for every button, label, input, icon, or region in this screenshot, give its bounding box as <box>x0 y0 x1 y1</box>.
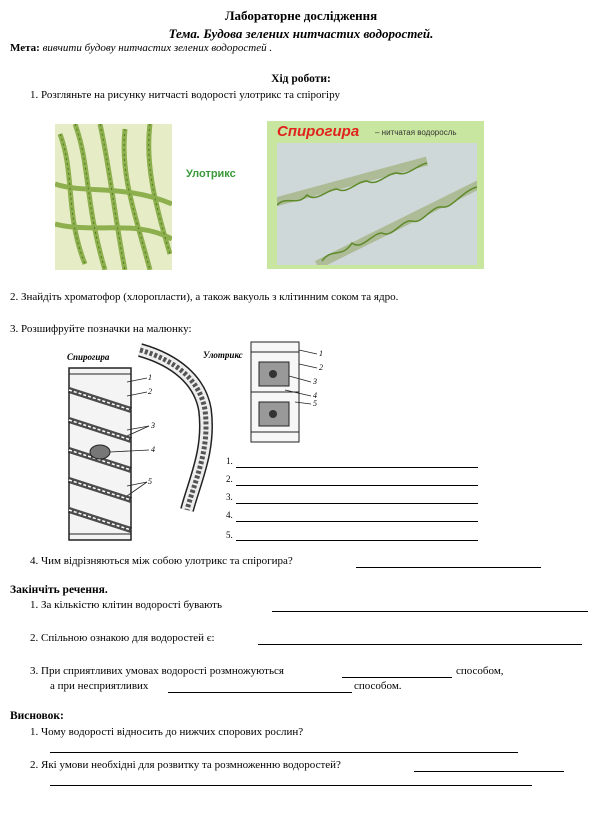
answer-line-1[interactable] <box>236 467 478 468</box>
finish-item-3a-line[interactable] <box>342 677 452 678</box>
answer-label-4: 4. <box>226 510 233 520</box>
conclusion-q2-line-2[interactable] <box>50 785 532 786</box>
procedure-heading: Хід роботи: <box>271 73 331 85</box>
diagram-number-2-right: 2 <box>319 363 323 372</box>
answer-label-3: 3. <box>226 492 233 502</box>
step-3: 3. Розшифруйте позначки на малюнку: <box>10 323 192 335</box>
finish-item-3a: 3. При сприятливих умовах водорості розмножуються <box>30 665 284 677</box>
ulothrix-photo-label: Улотрикс <box>186 168 236 180</box>
finish-item-3a-end: способом, <box>456 665 504 677</box>
step-2: 2. Знайдіть хроматофор (хлоропласти), а також вакуоль з клітинним соком та ядро. <box>10 291 399 303</box>
answer-line-5[interactable] <box>236 540 478 541</box>
finish-item-1-line[interactable] <box>272 611 588 612</box>
step-4: 4. Чим відрізняються між собою улотрикс та спірогира? <box>30 555 293 567</box>
conclusion-q2-line[interactable] <box>414 771 564 772</box>
answer-label-1: 1. <box>226 456 233 466</box>
goal-line <box>10 42 272 54</box>
goal-text: вивчити будову нитчастих зелених водоростей . <box>42 42 273 54</box>
spirogyra-photo-subtitle: – нитчатая водоросль <box>375 128 457 137</box>
algae-diagram <box>55 340 325 548</box>
diagram-number-3: 3 <box>151 421 155 430</box>
diagram-number-1-right: 1 <box>319 349 323 358</box>
finish-item-1: 1. За кількістю клітин водорості бувають <box>30 599 223 611</box>
finish-heading: Закінчіть речення. <box>10 584 108 596</box>
diagram-number-2: 2 <box>148 387 152 396</box>
diagram-label-ulothrix: Улотрикс <box>203 350 243 360</box>
page-subtitle: Тема. Будова зелених нитчастих водоростей. <box>168 26 434 41</box>
finish-item-3b: а при несприятливих <box>50 680 149 692</box>
answer-line-3[interactable] <box>236 503 478 504</box>
finish-item-2: 2. Спільною ознакою для водоростей є: <box>30 632 215 644</box>
diagram-label-spirogyra: Спирогира <box>67 352 110 362</box>
answer-label-5: 5. <box>226 530 233 540</box>
conclusion-q1: 1. Чому водорості відносить до нижчих спорових рослин? <box>30 726 304 738</box>
conclusion-q2: 2. Які умови необхідні для розвитку та розмноженню водоростей? <box>30 759 341 771</box>
step-4-answer-line[interactable] <box>356 567 541 568</box>
diagram-number-4-right: 4 <box>313 391 317 400</box>
answer-label-2: 2. <box>226 474 233 484</box>
goal-label: Мета: <box>10 42 40 54</box>
diagram-number-5-right: 5 <box>313 399 317 408</box>
answer-line-4[interactable] <box>236 521 478 522</box>
spirogyra-photo-title: Спирогира <box>277 123 360 140</box>
finish-item-3b-end: способом. <box>354 680 402 692</box>
diagram-number-1: 1 <box>148 373 152 382</box>
conclusion-q1-line[interactable] <box>50 752 518 753</box>
spirogyra-photo <box>267 121 484 269</box>
diagram-number-5: 5 <box>148 477 152 486</box>
page-title: Лабораторне дослідження <box>224 8 378 23</box>
step-1: 1. Розгляньте на рисунку нитчасті водорості улотрикс та спірогіру <box>30 89 340 101</box>
answer-line-2[interactable] <box>236 485 478 486</box>
finish-item-3b-line[interactable] <box>168 692 352 693</box>
finish-item-2-line[interactable] <box>258 644 582 645</box>
diagram-number-3-right: 3 <box>313 377 317 386</box>
ulothrix-photo <box>55 124 172 270</box>
conclusion-heading: Висновок: <box>10 710 64 722</box>
diagram-number-4: 4 <box>151 445 155 454</box>
